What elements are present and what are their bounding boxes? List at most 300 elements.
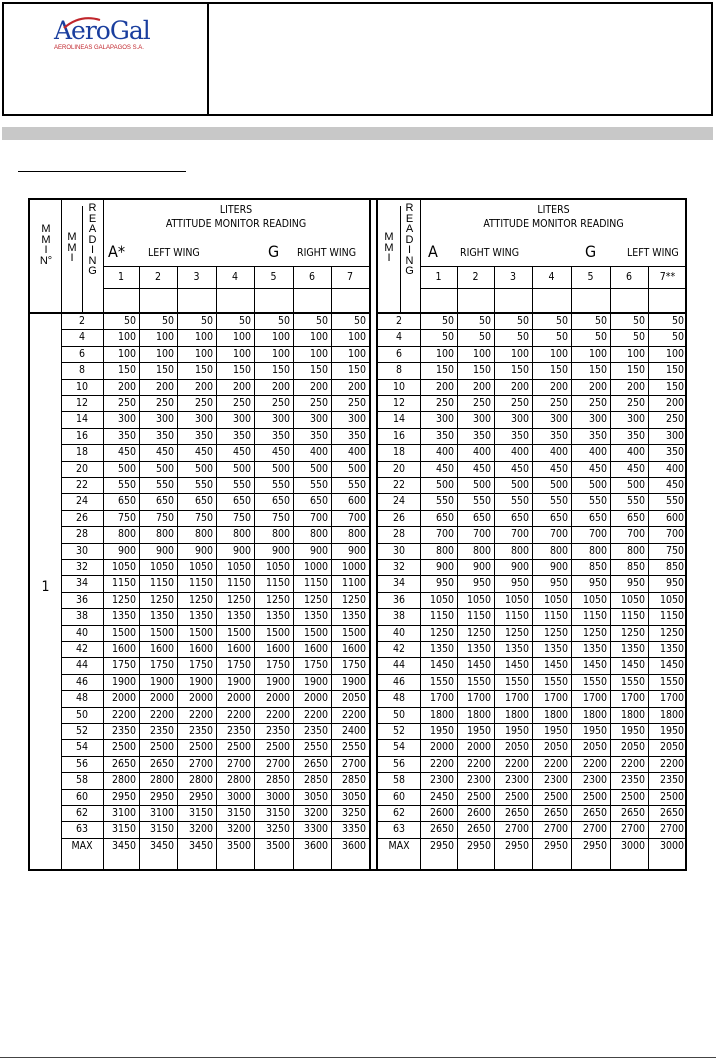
left-cell-value: 1350 [188,610,213,623]
reading-value-right: 36 [392,593,406,606]
left-cell-value: 800 [117,528,136,541]
left-cell-value: 450 [194,446,213,459]
right-cell-value: 1700 [504,692,529,705]
left-cell-value: 350 [194,429,213,442]
left-wing-label-1: LEFT WING [148,247,200,259]
hline-row-right [378,641,687,642]
left-cell-value: 900 [309,544,328,557]
right-label-a: A [428,242,438,261]
left-cell-value: 1250 [149,593,174,606]
left-cell-value: 1900 [265,675,290,688]
reading-value-right: 46 [392,675,406,688]
section-band [2,127,713,140]
hline-row-right [378,723,687,724]
left-cell-value: 3150 [111,823,136,836]
left-cell-value: 2500 [188,741,213,754]
right-cell-value: 3000 [620,839,645,852]
right-cell-value: 400 [435,446,454,459]
right-cell-value: 1250 [620,626,645,639]
right-cell-value: 550 [549,495,568,508]
right-cell-value: 1800 [429,708,454,721]
right-cell-value: 250 [472,397,491,409]
right-cell-value: 50 [671,315,684,327]
right-cell-value: 2700 [543,823,568,836]
right-cell-value: 150 [588,364,607,377]
left-cell-value: 2000 [111,692,136,705]
right-cell-value: 1700 [582,692,607,705]
right-cell-value: 2200 [466,757,491,770]
left-cell-value: 2200 [111,708,136,721]
right-cell-value: 1050 [429,593,454,606]
left-cell-value: 2800 [111,774,136,787]
hline-row-right [378,329,687,330]
right-cell-value: 150 [510,364,529,377]
right-cell-value: 1950 [543,725,568,737]
right-col-number: 7** [659,271,676,283]
left-cell-value: 1600 [265,643,290,655]
right-cell-value: 650 [472,511,491,524]
logo-subtitle: AEROLINEAS GALAPAGOS S.A. [54,45,144,51]
left-cell-value: 250 [271,397,290,409]
right-wing-label-1: RIGHT WING [460,247,520,259]
left-cell-value: 750 [155,511,174,524]
right-cell-value: 500 [549,479,568,491]
reading-value-left: 14 [75,413,89,426]
left-cell-value: 1500 [111,626,136,639]
reading-value-left: 20 [75,462,89,475]
right-cell-value: 550 [588,495,607,508]
right-cell-value: 200 [549,380,568,393]
left-cell-value: 150 [155,364,174,377]
left-cell-value: 2350 [226,725,251,737]
left-cell-value: 1050 [265,561,290,573]
reading-value-right: 34 [392,577,406,590]
right-cell-value: 1450 [620,659,645,672]
left-cell-value: 3500 [226,839,251,852]
left-cell-value: 1900 [303,675,328,688]
left-cell-value: 1250 [188,593,213,606]
left-cell-value: 2000 [265,692,290,705]
left-cell-value: 800 [271,528,290,541]
hline-row-right [378,575,687,576]
right-cell-value: 2950 [429,839,454,852]
reading-value-left: 24 [75,495,89,508]
left-cell-value: 750 [232,511,251,524]
right-cell-value: 100 [549,347,568,360]
left-cell-value: 1750 [341,659,366,672]
reading-value-left: 34 [75,577,89,590]
left-cell-value: 550 [347,479,366,491]
right-cell-value: 1150 [466,610,491,623]
right-cell-value: 1700 [466,692,491,705]
hline-header-bottom-right [378,312,687,314]
hline-row-right [378,526,687,527]
footer-line [0,1057,716,1058]
left-col-number: 6 [308,271,315,283]
reading-value-left: 50 [75,708,89,721]
right-cell-value: 550 [472,495,491,508]
right-cell-value: 2300 [504,774,529,787]
right-cell-value: 1150 [504,610,529,623]
right-cell-value: 1950 [582,725,607,737]
right-col-number: 6 [625,271,632,283]
right-cell-value: 800 [549,544,568,557]
right-cell-value: 200 [626,380,645,393]
right-cell-value: 650 [435,511,454,524]
left-cell-value: 100 [347,347,366,360]
left-cell-value: 2800 [149,774,174,787]
document-header [2,2,713,116]
right-cell-value: 300 [626,413,645,426]
left-cell-value: 2550 [303,741,328,754]
left-cell-value: 2700 [341,757,366,770]
right-cell-value: 1550 [620,675,645,688]
left-cell-value: 50 [123,315,136,327]
right-cell-value: 2050 [620,741,645,754]
right-cell-value: 100 [510,347,529,360]
left-cell-value: 2350 [188,725,213,737]
right-cell-value: 2450 [429,790,454,803]
right-cell-value: 100 [435,347,454,360]
left-cell-value: 1250 [303,593,328,606]
left-cell-value: 1750 [149,659,174,672]
right-cell-value: 1950 [429,725,454,737]
left-cell-value: 650 [194,495,213,508]
left-cell-value: 300 [194,413,213,426]
left-cell-value: 800 [232,528,251,541]
right-cell-value: 950 [435,577,454,590]
mmi-value: 1 [41,579,50,595]
right-cell-value: 2200 [504,757,529,770]
right-cell-value: 1150 [659,610,684,623]
reading-value-left: 8 [78,364,85,377]
left-cell-value: 3050 [303,790,328,803]
hline-row-right [378,477,687,478]
right-cell-value: 500 [626,479,645,491]
left-cell-value: 2000 [303,692,328,705]
right-cell-value: 800 [472,544,491,557]
reading-value-right: 30 [392,544,406,557]
right-cell-value: 550 [665,495,684,508]
right-cell-value: 1350 [429,643,454,655]
right-cell-value: 800 [510,544,529,557]
left-cell-value: 800 [194,528,213,541]
right-cell-value: 950 [549,577,568,590]
left-col-number: 7 [346,271,353,283]
left-cell-value: 1350 [265,610,290,623]
right-cell-value: 2700 [620,823,645,836]
hline-row-left [61,641,369,642]
reading-value-left: 32 [75,561,89,573]
right-cell-value: 100 [472,347,491,360]
right-cell-value: 2200 [582,757,607,770]
hline-row-left [61,739,369,740]
right-cell-value: 50 [594,331,607,344]
left-cell-value: 100 [309,347,328,360]
left-cell-value: 1600 [188,643,213,655]
left-cell-value: 3050 [341,790,366,803]
right-cell-value: 1050 [543,593,568,606]
left-cell-value: 350 [271,429,290,442]
left-cell-value: 1250 [265,593,290,606]
reading-value-left: 52 [75,725,89,737]
right-cell-value: 1050 [620,593,645,606]
left-cell-value: 300 [232,413,251,426]
right-cell-value: 1550 [582,675,607,688]
right-cell-value: 1550 [466,675,491,688]
mmi-header-left: M M I [67,231,77,264]
left-cell-value: 1750 [265,659,290,672]
reading-value-right: 8 [395,364,402,377]
left-cell-value: 550 [271,479,290,491]
left-cell-value: 1100 [341,577,366,590]
right-cell-value: 1350 [504,643,529,655]
aerogal-logo [54,18,174,58]
right-cell-value: 550 [626,495,645,508]
left-cell-value: 1600 [226,643,251,655]
right-cell-value: 150 [665,364,684,377]
right-cell-value: 350 [510,429,529,442]
reading-value-left: 60 [75,790,89,803]
right-cell-value: 1050 [582,593,607,606]
left-cell-value: 50 [161,315,174,327]
hline-row-right [378,395,687,396]
reading-header-right: R E A D I N G [405,202,414,277]
right-cell-value: 900 [549,561,568,573]
left-cell-value: 2350 [303,725,328,737]
right-cell-value: 150 [435,364,454,377]
left-cell-value: 200 [347,380,366,393]
reading-value-left: 63 [75,823,89,836]
left-cell-value: 300 [309,413,328,426]
reading-value-right: 42 [392,643,406,655]
left-cell-value: 3500 [265,839,290,852]
right-cell-value: 100 [588,347,607,360]
hline-row-left [61,395,369,396]
hline-row-right [378,493,687,494]
hline-row-left [61,362,369,363]
right-cell-value: 1350 [620,643,645,655]
reading-value-right: 50 [392,708,406,721]
hline-row-left [61,329,369,330]
left-cell-value: 3150 [265,807,290,819]
left-cell-value: 3200 [188,823,213,836]
hline-row-left [61,575,369,576]
left-cell-value: 1900 [149,675,174,688]
right-cell-value: 50 [632,331,645,344]
right-cell-value: 300 [510,413,529,426]
left-cell-value: 1350 [111,610,136,623]
right-cell-value: 700 [472,528,491,541]
left-cell-value: 100 [117,331,136,344]
left-cell-value: 200 [117,380,136,393]
left-cell-value: 500 [194,462,213,475]
right-cell-value: 1450 [466,659,491,672]
right-cell-value: 2300 [543,774,568,787]
left-cell-value: 1150 [265,577,290,590]
left-cell-value: 450 [155,446,174,459]
left-cell-value: 1150 [149,577,174,590]
right-cell-value: 2650 [429,823,454,836]
left-cell-value: 1150 [188,577,213,590]
right-cell-value: 1800 [504,708,529,721]
left-cell-value: 100 [309,331,328,344]
reading-value-left: 10 [75,380,89,393]
left-cell-value: 450 [117,446,136,459]
left-cell-value: 2700 [226,757,251,770]
left-cell-value: 2700 [265,757,290,770]
left-cell-value: 1050 [149,561,174,573]
right-cell-value: 450 [665,479,684,491]
reading-value-left: 42 [75,643,89,655]
left-cell-value: 2850 [303,774,328,787]
right-cell-value: 700 [435,528,454,541]
right-cell-value: 650 [549,511,568,524]
right-cell-value: 450 [626,462,645,475]
reading-value-left: 56 [75,757,89,770]
reading-value-right: 24 [392,495,406,508]
right-cell-value: 1350 [659,643,684,655]
right-cell-value: 3000 [659,839,684,852]
left-cell-value: 1900 [226,675,251,688]
right-col-number: 1 [435,271,442,283]
left-cell-value: 50 [353,315,366,327]
left-label-a: A* [108,242,126,261]
left-cell-value: 1250 [341,593,366,606]
right-cell-value: 1800 [620,708,645,721]
right-cell-value: 550 [435,495,454,508]
left-cell-value: 1900 [111,675,136,688]
left-cell-value: 200 [232,380,251,393]
right-label-g: G [585,242,597,261]
right-cell-value: 1250 [429,626,454,639]
right-cell-value: 1950 [620,725,645,737]
right-cell-value: 2000 [429,741,454,754]
right-cell-value: 50 [671,331,684,344]
right-cell-value: 100 [665,347,684,360]
reading-value-right: 2 [395,315,402,327]
right-cell-value: 500 [510,479,529,491]
right-cell-value: 2950 [466,839,491,852]
left-cell-value: 650 [117,495,136,508]
reading-value-left: 38 [75,610,89,623]
left-cell-value: 3450 [111,839,136,852]
left-cell-value: 1500 [265,626,290,639]
left-cell-value: 1900 [341,675,366,688]
left-cell-value: 3000 [226,790,251,803]
left-cell-value: 1600 [303,643,328,655]
right-cell-value: 50 [632,315,645,327]
left-cell-value: 350 [155,429,174,442]
left-cell-value: 3200 [226,823,251,836]
hline-left-colnum-top [103,266,369,267]
right-cell-value: 600 [665,511,684,524]
right-cell-value: 2650 [582,807,607,819]
left-cell-value: 3450 [149,839,174,852]
reading-value-right: 22 [392,479,406,491]
right-cell-value: 950 [510,577,529,590]
left-cell-value: 550 [155,479,174,491]
left-cell-value: 900 [155,544,174,557]
right-cell-value: 1700 [543,692,568,705]
reading-value-left: 58 [75,774,89,787]
reading-value-right: 4 [395,331,402,344]
left-cell-value: 1350 [226,610,251,623]
left-cell-value: 2850 [341,774,366,787]
reading-value-right: 60 [392,790,406,803]
right-cell-value: 1800 [543,708,568,721]
right-cell-value: 300 [435,413,454,426]
right-cell-value: 700 [549,528,568,541]
right-cell-value: 200 [588,380,607,393]
left-cell-value: 200 [155,380,174,393]
right-cell-value: 2950 [582,839,607,852]
right-cell-value: 2350 [659,774,684,787]
right-cell-value: 400 [472,446,491,459]
reading-value-right: 63 [392,823,406,836]
right-cell-value: 1250 [543,626,568,639]
right-cell-value: 400 [626,446,645,459]
left-cell-value: 100 [194,331,213,344]
left-cell-value: 2950 [149,790,174,803]
amr-label-right: ATTITUDE MONITOR READING [483,218,624,230]
left-cell-value: 2200 [149,708,174,721]
right-cell-value: 250 [435,397,454,409]
left-cell-value: 2350 [111,725,136,737]
right-cell-value: 1800 [466,708,491,721]
right-cell-value: 2200 [659,757,684,770]
left-cell-value: 100 [117,347,136,360]
left-cell-value: 1250 [111,593,136,606]
reading-value-right: 10 [392,380,406,393]
right-cell-value: 1250 [466,626,491,639]
left-cell-value: 2700 [188,757,213,770]
right-cell-value: 2600 [429,807,454,819]
right-cell-value: 50 [516,315,529,327]
reading-header-left: R E A D I N G [88,202,97,277]
hline-right-colnum-bottom [420,288,687,289]
right-cell-value: 350 [626,429,645,442]
right-cell-value: 650 [588,511,607,524]
hline-row-left [61,723,369,724]
right-cell-value: 50 [555,315,568,327]
vline-section-left [369,200,371,869]
left-cell-value: 1350 [341,610,366,623]
left-cell-value: 550 [117,479,136,491]
liters-label-right: LITERS [537,204,570,216]
right-cell-value: 250 [549,397,568,409]
right-cell-value: 1050 [504,593,529,606]
right-cell-value: 1150 [543,610,568,623]
left-cell-value: 3150 [226,807,251,819]
hline-row-right [378,444,687,445]
right-cell-value: 2650 [543,807,568,819]
left-cell-value: 1050 [111,561,136,573]
right-cell-value: 1250 [504,626,529,639]
reading-value-right: 58 [392,774,406,787]
hline-row-left [61,477,369,478]
right-cell-value: 800 [588,544,607,557]
right-cell-value: 150 [626,364,645,377]
left-cell-value: 900 [232,544,251,557]
left-cell-value: 2050 [341,692,366,705]
hline-row-right [378,739,687,740]
left-cell-value: 2000 [188,692,213,705]
left-cell-value: 2800 [188,774,213,787]
left-cell-value: 150 [309,364,328,377]
right-cell-value: 650 [626,511,645,524]
right-cell-value: 1250 [659,626,684,639]
